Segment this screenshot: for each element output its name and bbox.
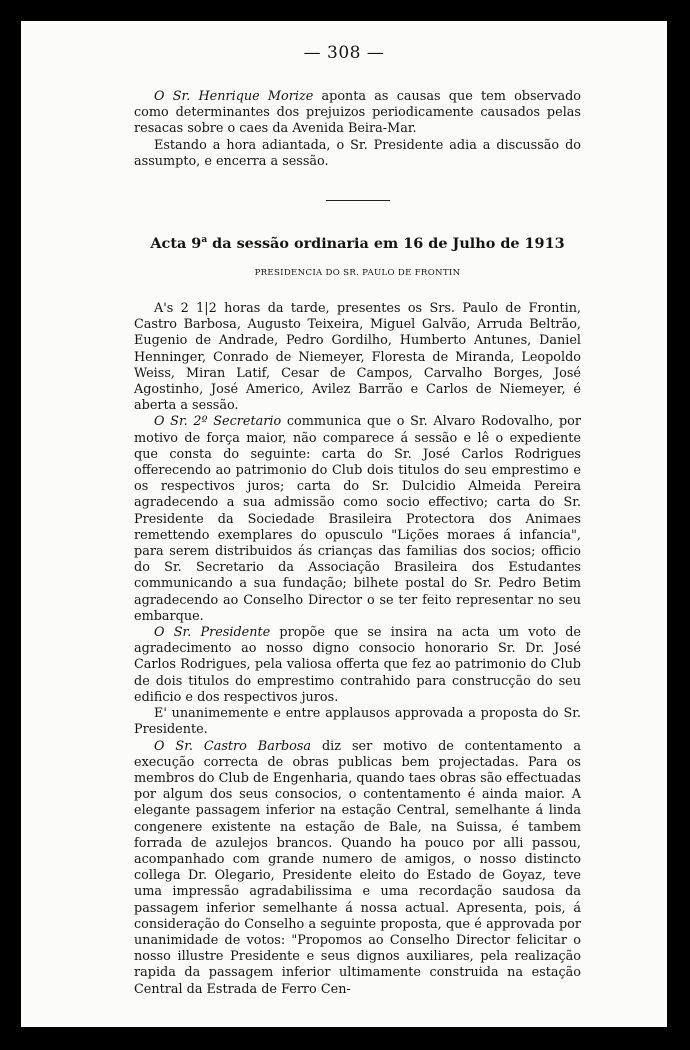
document-page: [21, 21, 667, 1027]
section-divider: [326, 200, 390, 201]
paragraph-closing: Estando a hora adiantada, o Sr. Presidente adia a discussão do assumpto, e encerra a sessão.: [134, 137, 581, 169]
paragraph-text: E' unanimemente e entre applausos approvada a proposta do Sr. Presidente.: [134, 706, 581, 738]
paragraph-approval: [134, 706, 581, 738]
paragraph-castro-barbosa: [134, 739, 581, 998]
acta-title: Acta 9$^a$ da sessão ordinaria em 16 de Julho de 1913: [150, 234, 565, 252]
page-number: — 308 —: [303, 43, 385, 63]
presidencia-subtitle: PRESIDENCIA DO SR. PAULO DE FRONTIN: [254, 267, 461, 278]
speaker-name: O Sr. Henrique Morize: [154, 89, 314, 104]
paragraph-text: propõe que se insira na acta um voto de agradecimento ao nosso digno consocio honorario Sr. Dr. José Carlos Rodrigues, pela valiosa offerta que fez ao patrimonio do Club de dois titulos do emprestimo contrahido para construcção do seu edificio e dos respectivos juros.: [134, 625, 581, 705]
paragraph-morize: [134, 89, 581, 138]
paragraph-text: A's 2 1|2 horas da tarde, presentes os Srs. Paulo de Frontin, Castro Barbosa, Augusto Teixeira, Miguel Galvão, Arruda Beltrão, Eugenio de Andrade, Pedro Gordilho, Humberto Antunes, Daniel Henninger, Conrado de Niemeyer, Floresta de Miranda, Leopoldo Weiss, Miran Latif, Cesar de Campos, Carvalho Borges, José Agostinho, José Americo, Avilez Barrão e Carlos de Niemeyer, é aberta a sessão.: [134, 301, 581, 414]
paragraph-text: diz ser motivo de contentamento a execução correcta de obras publicas bem projectadas. Para os membros do Club de Engenharia, quando taes obras são effectuadas por algum dos seus consocios, o contentamento é ainda maior. A elegante passagem inferior na estação Central, semelhante á linda congenere existente na estação de Bale, na Suissa, é tambem forrada de azulejos brancos. Quando ha pouco por alli passou, acompanhado com grande numero de amigos, o nosso distincto collega Dr. Olegario, Presidente eleito do Estado de Goyaz, teve uma impressão agradabilissima e uma recordação saudosa da passagem inferior semelhante á nossa actual. Apresenta, pois, á consideração do Conselho a seguinte proposta, que é approvada por unanimidade de votos: "Propomos ao Conselho Director felicitar o nosso illustre Presidente e seus dignos auxiliares, pela realização rapida da passagem inferior ultimamente construida na estação Central da Estrada de Ferro Cen-: [134, 738, 581, 997]
page-content: [134, 89, 581, 998]
speaker-name: O Sr. Castro Barbosa: [154, 738, 312, 754]
paragraph-attendance: [134, 301, 581, 414]
paragraph-text: communica que o Sr. Alvaro Rodovalho, por motivo de força maior, não comparece á sessão e lê o expediente que consta do seguinte: carta do Sr. José Carlos Rodrigues offerecendo ao patrimonio do Club dois titulos do seu emprestimo e os respectivos juros; carta do Sr. Dulcidio Almeida Pereira agradecendo a sua admissão como socio effectivo; carta do Sr. Presidente da Sociedade Brasileira Protectora dos Animaes remettendo exemplares do opusculo "Lições moraes á infancia", para serem distribuidos ás crianças das familias dos socios; officio do Sr. Secretario da Associação Brasileira dos Estudantes communicando a sua fundação; bilhete postal do Sr. Pedro Betim agradecendo ao Conselho Director o se ter feito representar no seu embarque.: [134, 414, 581, 624]
paragraph-secretario: [134, 414, 581, 625]
paragraph-text: aponta as causas que tem observado como determinantes dos prejuizos periodicamente causados pelas resacas sobre o caes da Avenida Beira-Mar.: [134, 89, 582, 137]
speaker-name: O Sr. Presidente: [154, 625, 271, 641]
paragraph-presidente: [134, 625, 581, 706]
speaker-name: O Sr. 2º Secretario: [154, 414, 282, 430]
